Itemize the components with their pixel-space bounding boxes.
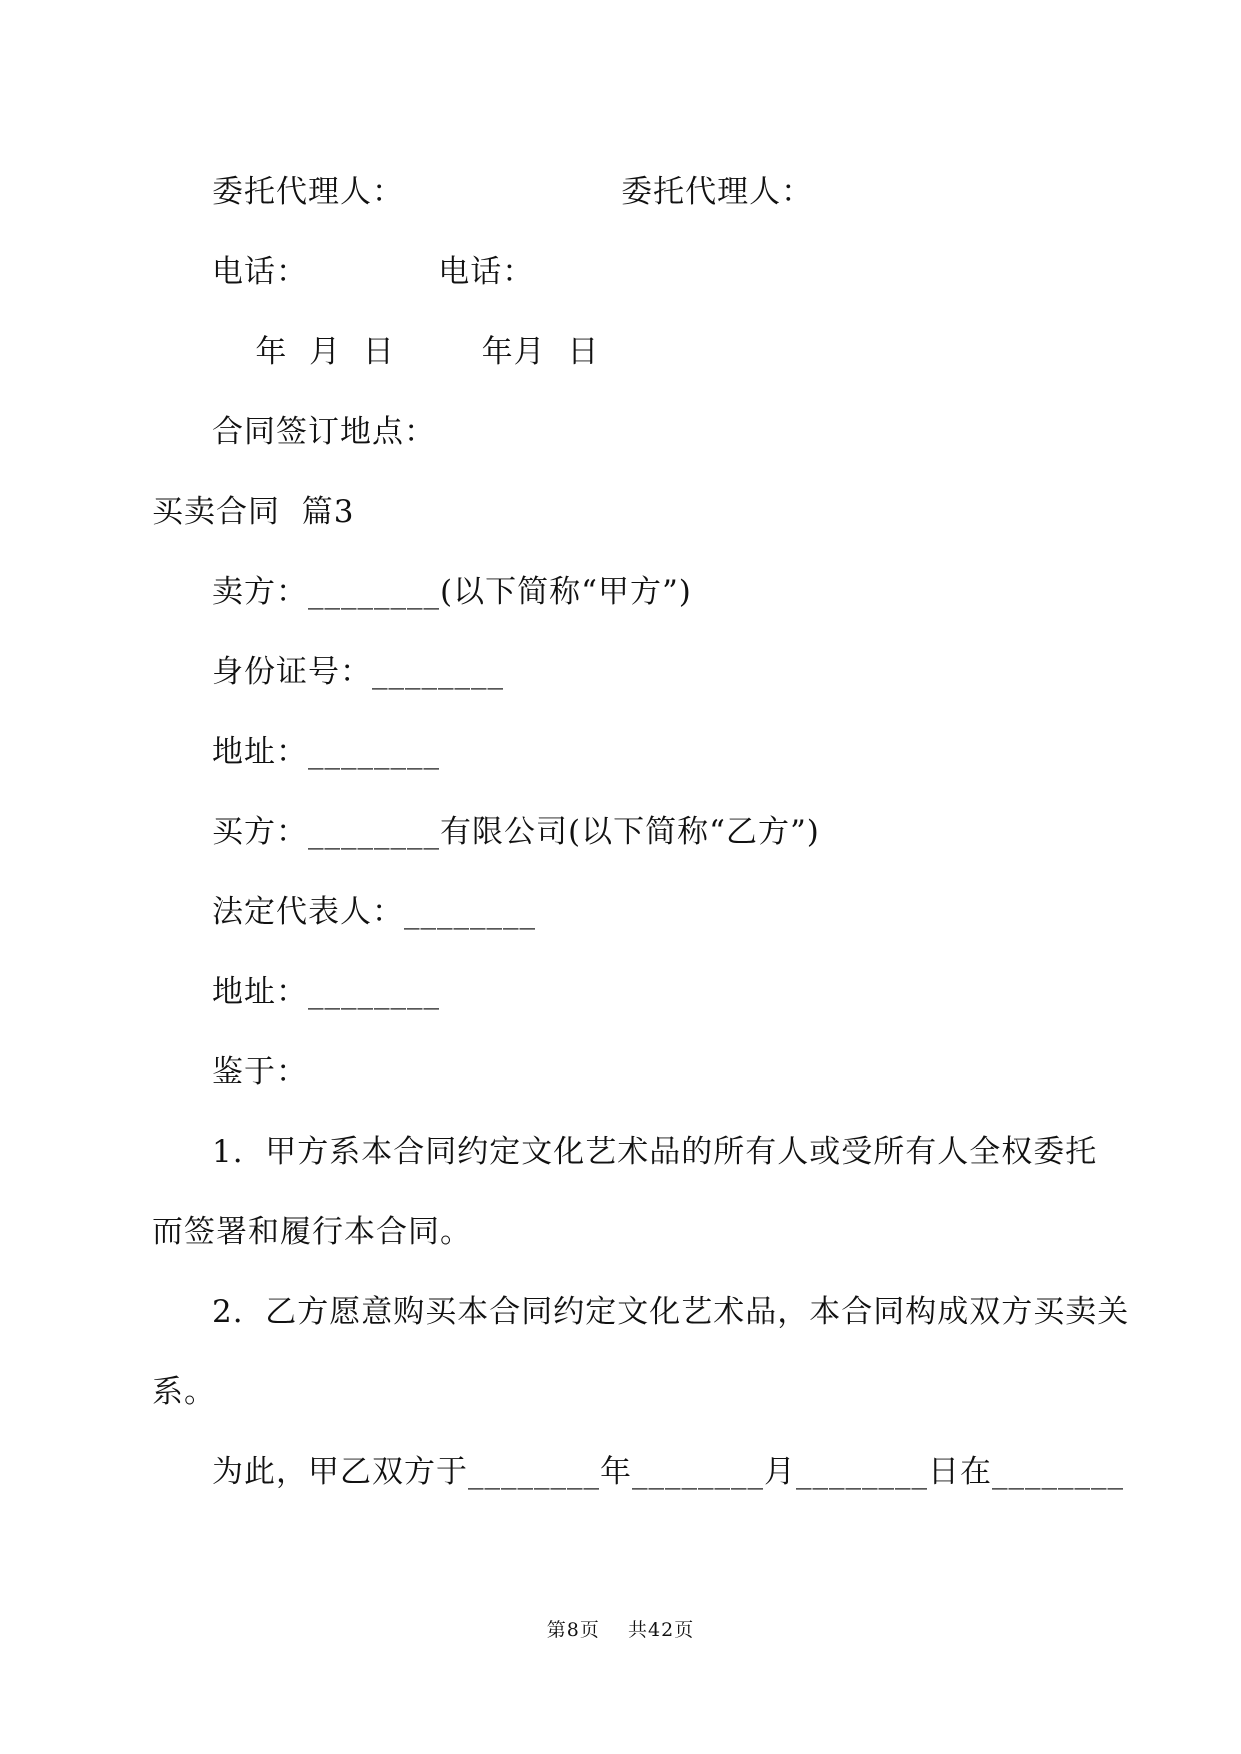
clause-1-line-2: 而签署和履行本合同。: [152, 1214, 472, 1250]
phone-line: 电话： 电话：: [212, 254, 535, 290]
signing-place-line: 合同签订地点：: [212, 414, 436, 450]
agent-line: 委托代理人： 委托代理人：: [212, 174, 814, 210]
agreement-date-line: 为此，甲乙双方于________年________月________日在________: [212, 1454, 1124, 1490]
id-number-line: 身份证号：________: [212, 654, 504, 690]
seller-line: 卖方：________(以下简称“甲方”): [212, 574, 692, 610]
clause-2-line-1: 2. 乙方愿意购买本合同约定文化艺术品，本合同构成双方买卖关: [212, 1294, 1130, 1330]
section-heading: 买卖合同 篇3: [152, 494, 355, 530]
whereas-line: 鉴于：: [212, 1054, 308, 1090]
page-footer: 第8页 共42页: [546, 1619, 695, 1641]
date-line: 年 月 日 年月 日: [212, 334, 600, 370]
seller-address-line: 地址：________: [212, 734, 440, 770]
legal-rep-line: 法定代表人：________: [212, 894, 536, 930]
clause-1-line-1: 1. 甲方系本合同约定文化艺术品的所有人或受所有人全权委托: [212, 1134, 1098, 1170]
buyer-line: 买方：________有限公司(以下简称“乙方”): [212, 814, 820, 850]
clause-2-line-2: 系。: [152, 1374, 216, 1410]
buyer-address-line: 地址：________: [212, 974, 440, 1010]
